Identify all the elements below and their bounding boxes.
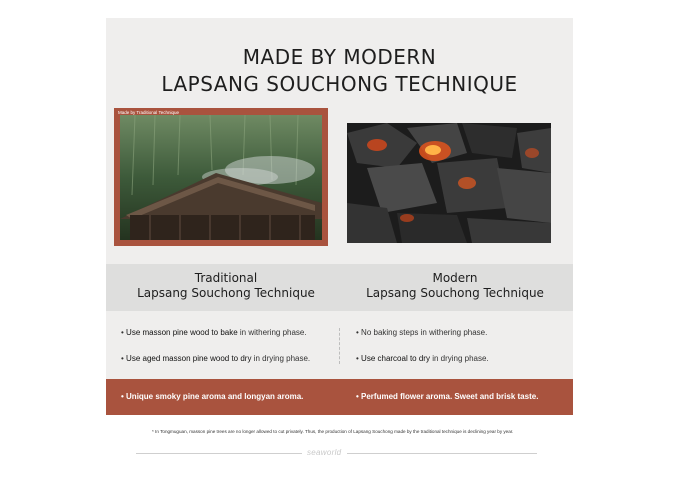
bullet-marker: •: [356, 354, 359, 363]
comparison-panel: [106, 18, 573, 415]
bottom-rule-right: [347, 453, 537, 454]
result-band: [106, 379, 573, 415]
bullet-rest: in withering phase.: [237, 328, 307, 337]
traditional-heading: [121, 271, 331, 301]
modern-bullet-1: [356, 328, 487, 338]
bullet-rest: No baking steps in withering phase.: [361, 328, 488, 337]
bullet-strong: Use aged masson pine wood to dry: [126, 354, 252, 363]
title-line-1: MADE BY MODERN: [242, 45, 437, 69]
bullet-strong: Use masson pine wood to bake: [126, 328, 238, 337]
bullet-marker: •: [121, 354, 124, 363]
footnote: * In Tongmuguan, masson pine trees are no longer allowed to cut privately. Thus, the production of Lapsang Souchong made by the traditional technique is declining year by year.: [152, 429, 514, 434]
title-line-2: LAPSANG SOUCHONG TECHNIQUE: [161, 72, 518, 96]
bullet-rest: in drying phase.: [429, 354, 489, 363]
traditional-photo-tag: Made by Traditional Technique: [114, 108, 183, 118]
traditional-photo-frame: [114, 108, 328, 246]
technique-header-band: [106, 264, 573, 311]
bottom-rule-left: [136, 453, 302, 454]
bullet-rest: in drying phase.: [251, 354, 311, 363]
traditional-tea-house-image: [120, 115, 322, 240]
traditional-bullet-1: [121, 328, 307, 338]
bullet-marker: •: [356, 328, 359, 337]
modern-bullet-2: [356, 354, 489, 364]
tea-house-illustration: [120, 115, 322, 240]
page-title: [106, 44, 573, 98]
brand-wordmark: seaworld: [307, 448, 342, 457]
bullet-strong: Use charcoal to dry: [361, 354, 430, 363]
bullet-marker: •: [121, 328, 124, 337]
traditional-heading-line-1: Traditional: [194, 271, 258, 285]
charcoal-illustration: [347, 123, 551, 243]
traditional-bullet-2: [121, 354, 310, 364]
traditional-heading-line-2: Lapsang Souchong Technique: [137, 286, 315, 300]
traditional-result: • Unique smoky pine aroma and longyan aroma.: [121, 392, 304, 401]
modern-heading: [350, 271, 560, 301]
charcoal-image: [347, 123, 551, 243]
column-divider: [339, 328, 340, 364]
modern-heading-line-1: Modern: [432, 271, 478, 285]
modern-heading-line-2: Lapsang Souchong Technique: [366, 286, 544, 300]
modern-result: • Perfumed flower aroma. Sweet and brisk taste.: [356, 392, 539, 401]
